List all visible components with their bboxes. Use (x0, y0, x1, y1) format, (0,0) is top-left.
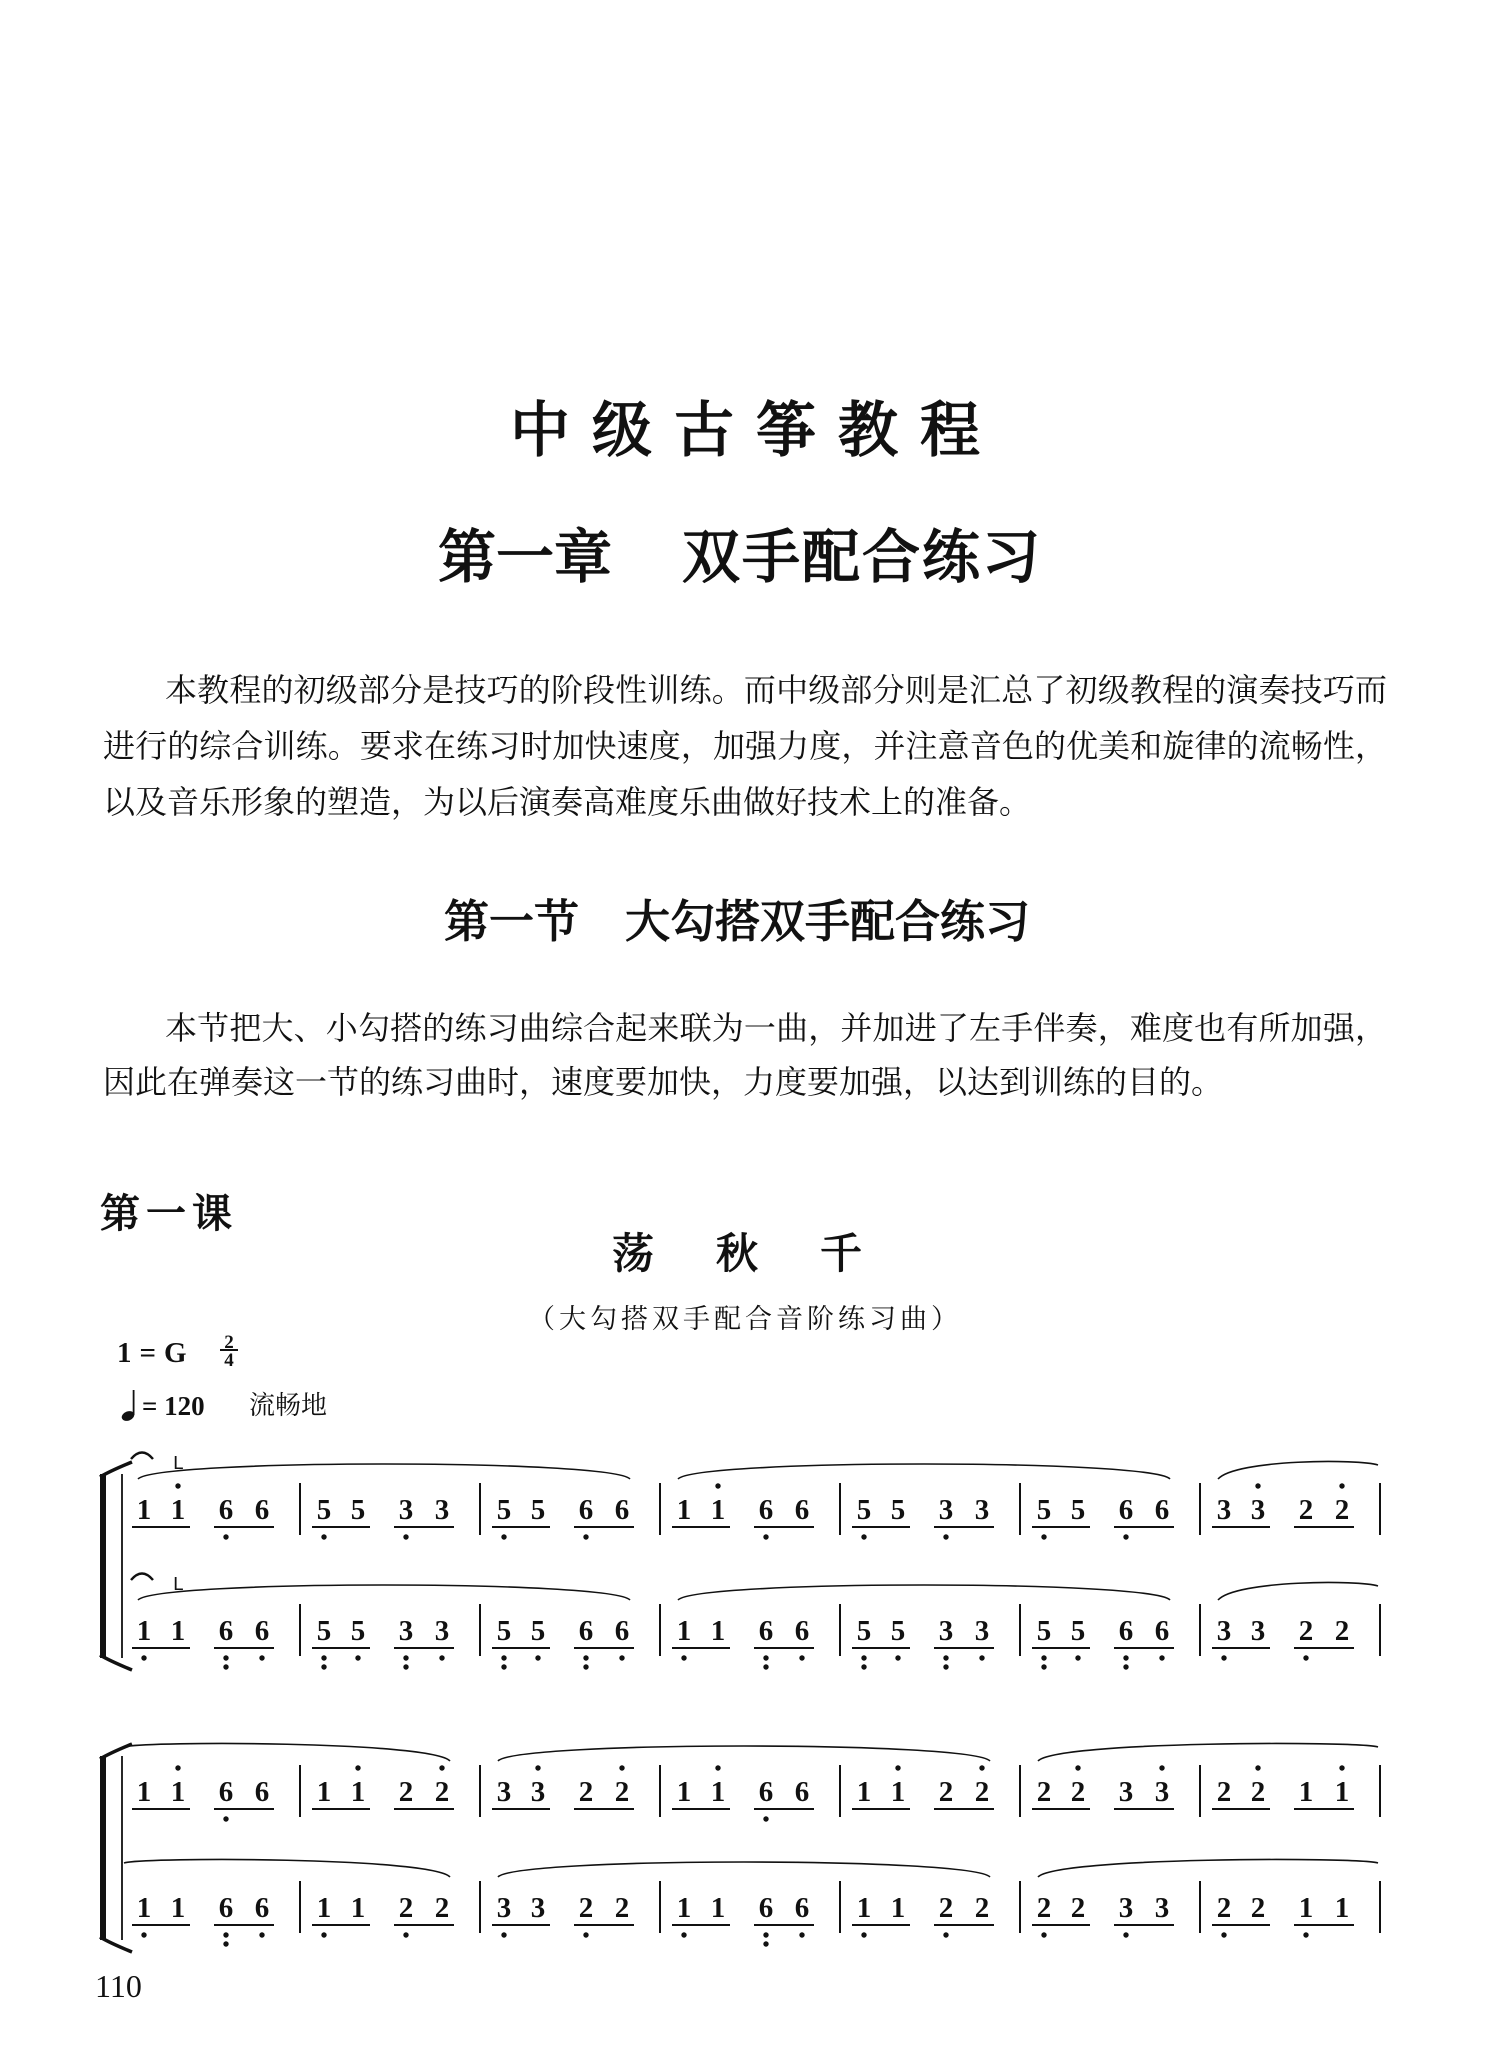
octave-dot-below (763, 1664, 768, 1669)
measure (132, 1483, 300, 1540)
octave-dot-below (501, 1664, 506, 1669)
note-digit: 1 (136, 1776, 152, 1808)
octave-dot-above (1339, 1483, 1344, 1488)
note-digit: 3 (398, 1494, 414, 1526)
bracket-thick-bar (100, 1756, 106, 1940)
octave-dot-below (583, 1932, 588, 1937)
octave-dot-below (403, 1655, 408, 1660)
measure (672, 1881, 840, 1947)
note-digit: 1 (676, 1892, 692, 1924)
octave-dot-above (439, 1765, 444, 1770)
note-digit: 3 (1250, 1615, 1266, 1647)
paragraph-line: 以及音乐形象的塑造，为以后演奏高难度乐曲做好技术上的准备。 (103, 783, 1032, 821)
slur (1218, 1583, 1378, 1600)
measure (1212, 1604, 1380, 1661)
measure (492, 1483, 660, 1540)
note-digit: 3 (434, 1494, 450, 1526)
note-digit: 1 (136, 1615, 152, 1647)
measure (132, 1881, 300, 1947)
octave-dot-below (223, 1816, 228, 1821)
note-digit: 2 (614, 1892, 630, 1924)
measure (312, 1483, 480, 1540)
note-digit: 5 (530, 1615, 546, 1647)
octave-dot-below (501, 1932, 506, 1937)
tempo-marking: 流畅地 (249, 1391, 328, 1421)
note-digit: 1 (316, 1892, 332, 1924)
octave-dot-above (1339, 1765, 1344, 1770)
piece-title: 荡秋千 (611, 1229, 924, 1278)
note-digit: 5 (856, 1615, 872, 1647)
octave-dot-below (403, 1664, 408, 1669)
note-digit: 6 (254, 1615, 270, 1647)
slur (498, 1862, 990, 1877)
note-digit: 2 (1216, 1892, 1232, 1924)
note-digit: 3 (1154, 1892, 1170, 1924)
octave-dot-below (1123, 1655, 1128, 1660)
note-digit: 5 (350, 1494, 366, 1526)
octave-dot-below (763, 1655, 768, 1660)
octave-dot-below (1123, 1664, 1128, 1669)
note-digit: 5 (1070, 1494, 1086, 1526)
slur (1038, 1860, 1378, 1877)
note-digit: 2 (398, 1892, 414, 1924)
note-digit: 2 (1036, 1776, 1052, 1808)
note-digit: 2 (974, 1892, 990, 1924)
measure (132, 1604, 300, 1670)
measure (1032, 1765, 1200, 1817)
note-digit: 5 (316, 1615, 332, 1647)
octave-dot-below (895, 1655, 900, 1660)
octave-dot-above (175, 1765, 180, 1770)
page-number: 110 (95, 1968, 142, 2004)
octave-dot-below (799, 1655, 804, 1660)
note-digit: 2 (1250, 1776, 1266, 1808)
intro-paragraph (103, 662, 1387, 830)
measure (492, 1765, 660, 1817)
slur (138, 1464, 630, 1479)
note-digit: 1 (136, 1494, 152, 1526)
note-digit: 1 (676, 1494, 692, 1526)
octave-dot-above (1075, 1765, 1080, 1770)
slur (1218, 1462, 1378, 1479)
section-label: 第一节 (443, 895, 579, 948)
note-digit: 1 (710, 1776, 726, 1808)
octave-dot-below (1159, 1655, 1164, 1660)
octave-dot-below (583, 1655, 588, 1660)
note-digit: 6 (218, 1615, 234, 1647)
note-digit: 6 (218, 1776, 234, 1808)
note-digit: 5 (1036, 1615, 1052, 1647)
note-digit: 5 (856, 1494, 872, 1526)
octave-dot-below (583, 1534, 588, 1539)
slur (124, 1744, 450, 1761)
note-digit: 1 (710, 1494, 726, 1526)
octave-dot-below (763, 1932, 768, 1937)
slur (678, 1464, 1170, 1479)
note-digit: 6 (254, 1494, 270, 1526)
octave-dot-above (1255, 1483, 1260, 1488)
note-digit: 1 (316, 1776, 332, 1808)
measure (852, 1604, 1020, 1670)
note-digit: 3 (496, 1776, 512, 1808)
measure (132, 1765, 300, 1822)
note-digit: 3 (1154, 1776, 1170, 1808)
note-digit: 6 (794, 1494, 810, 1526)
octave-dot-below (223, 1664, 228, 1669)
note-digit: 1 (710, 1615, 726, 1647)
system-bracket (100, 1462, 132, 1670)
note-digit: 6 (254, 1892, 270, 1924)
note-digit: 1 (856, 1776, 872, 1808)
octave-dot-below (259, 1655, 264, 1660)
bracket-bottom-hook (100, 1937, 132, 1952)
bracket-thick-bar (100, 1474, 106, 1658)
note-digit: 6 (578, 1615, 594, 1647)
octave-dot-below (501, 1655, 506, 1660)
octave-dot-below (1221, 1655, 1226, 1660)
tempo-value: = 120 (142, 1391, 205, 1421)
octave-dot-below (321, 1655, 326, 1660)
octave-dot-above (175, 1483, 180, 1488)
note-digit: 1 (710, 1892, 726, 1924)
section-intro-paragraph (103, 1001, 1387, 1109)
octave-dot-below (681, 1932, 686, 1937)
note-digit: 1 (170, 1615, 186, 1647)
measure (852, 1483, 1020, 1540)
note-digit: 6 (1118, 1494, 1134, 1526)
slur (1038, 1744, 1378, 1761)
octave-dot-below (223, 1655, 228, 1660)
octave-dot-above (1159, 1765, 1164, 1770)
note-digit: 2 (1334, 1615, 1350, 1647)
octave-dot-below (681, 1655, 686, 1660)
note-digit: 3 (974, 1494, 990, 1526)
octave-dot-below (259, 1932, 264, 1937)
bracket-bottom-hook (100, 1655, 132, 1670)
note-digit: 2 (434, 1892, 450, 1924)
note-digit: 1 (1334, 1776, 1350, 1808)
measure (1212, 1765, 1380, 1817)
octave-dot-below (1041, 1655, 1046, 1660)
arc-icon (131, 1574, 153, 1581)
note-digit: 2 (938, 1776, 954, 1808)
note-digit: 3 (938, 1615, 954, 1647)
note-digit: 6 (1154, 1494, 1170, 1526)
octave-dot-below (1303, 1655, 1308, 1660)
note-digit: 2 (434, 1776, 450, 1808)
measure (672, 1483, 840, 1540)
octave-dot-above (895, 1765, 900, 1770)
note-digit: 2 (1036, 1892, 1052, 1924)
note-digit: 3 (530, 1776, 546, 1808)
bracket-top-hook (100, 1462, 132, 1477)
measure (852, 1881, 1020, 1938)
note-digit: 6 (254, 1776, 270, 1808)
note-digit: 6 (1154, 1615, 1170, 1647)
measure (1032, 1604, 1200, 1670)
octave-dot-below (1041, 1932, 1046, 1937)
note-digit: 5 (1070, 1615, 1086, 1647)
paragraph-line: 本节把大、小勾搭的练习曲综合起来联为一曲，并加进了左手伴奏，难度也有所加强， (165, 1009, 1387, 1047)
note-digit: 2 (1298, 1615, 1314, 1647)
octave-dot-below (799, 1932, 804, 1937)
note-digit: 3 (974, 1615, 990, 1647)
section-title: 大勾搭双手配合练习 (625, 895, 1031, 948)
octave-dot-below (141, 1932, 146, 1937)
octave-dot-below (619, 1655, 624, 1660)
slur (678, 1585, 1170, 1600)
octave-dot-below (403, 1534, 408, 1539)
note-digit: 3 (1216, 1494, 1232, 1526)
octave-dot-below (501, 1534, 506, 1539)
upper-staff (131, 1453, 1380, 1540)
note-digit: 6 (218, 1892, 234, 1924)
octave-dot-below (1041, 1664, 1046, 1669)
paragraph-line: 本教程的初级部分是技巧的阶段性训练。而中级部分则是汇总了初级教程的演奏技巧而 (165, 671, 1387, 709)
octave-dot-below (861, 1932, 866, 1937)
note-digit: 2 (1250, 1892, 1266, 1924)
slur (498, 1746, 990, 1761)
note-digit: 5 (890, 1494, 906, 1526)
measure (852, 1765, 1020, 1817)
note-digit: 2 (938, 1892, 954, 1924)
score (0, 1440, 1500, 1960)
note-digit: 2 (398, 1776, 414, 1808)
system-bracket (100, 1744, 132, 1952)
octave-dot-below (1221, 1932, 1226, 1937)
note-digit: 6 (794, 1776, 810, 1808)
chapter-heading (0, 523, 1480, 591)
measure (492, 1881, 660, 1938)
octave-dot-below (1123, 1534, 1128, 1539)
note-digit: 2 (578, 1776, 594, 1808)
note-digit: 1 (350, 1892, 366, 1924)
octave-dot-below (223, 1941, 228, 1946)
note-digit: 1 (350, 1776, 366, 1808)
octave-dot-below (223, 1932, 228, 1937)
note-digit: 5 (496, 1615, 512, 1647)
octave-dot-below (861, 1655, 866, 1660)
score-system (100, 1453, 1380, 1671)
octave-dot-below (223, 1534, 228, 1539)
note-digit: 3 (398, 1615, 414, 1647)
note-digit: 5 (350, 1615, 366, 1647)
octave-dot-above (355, 1765, 360, 1770)
note-digit: 3 (1118, 1776, 1134, 1808)
note-digit: 1 (170, 1892, 186, 1924)
lesson-label: 第一课 (100, 1190, 238, 1237)
note-digit: 2 (974, 1776, 990, 1808)
upper-staff (124, 1744, 1380, 1822)
note-digit: 1 (890, 1892, 906, 1924)
octave-dot-below (1303, 1932, 1308, 1937)
note-digit: 1 (676, 1615, 692, 1647)
measure (312, 1881, 480, 1938)
technique-hook-mark: L (172, 1574, 184, 1595)
chapter-label: 第一章 (437, 523, 612, 591)
measure (672, 1604, 840, 1670)
score-system (100, 1744, 1380, 1952)
measure (492, 1604, 660, 1670)
octave-dot-below (763, 1941, 768, 1946)
octave-dot-above (715, 1483, 720, 1488)
octave-dot-below (583, 1664, 588, 1669)
octave-dot-above (535, 1765, 540, 1770)
time-signature-bottom: 4 (224, 1350, 234, 1371)
note-digit: 6 (218, 1494, 234, 1526)
octave-dot-below (355, 1655, 360, 1660)
measure (1212, 1483, 1380, 1535)
note-digit: 1 (676, 1776, 692, 1808)
note-digit: 1 (1298, 1892, 1314, 1924)
measure (672, 1765, 840, 1822)
note-digit: 2 (1334, 1494, 1350, 1526)
octave-dot-below (321, 1932, 326, 1937)
note-digit: 2 (578, 1892, 594, 1924)
note-digit: 6 (758, 1892, 774, 1924)
measure (1212, 1881, 1380, 1938)
note-digit: 6 (794, 1892, 810, 1924)
note-digit: 3 (434, 1615, 450, 1647)
octave-dot-below (321, 1664, 326, 1669)
slur (124, 1860, 450, 1877)
lower-staff (131, 1574, 1380, 1670)
note-digit: 6 (758, 1776, 774, 1808)
octave-dot-below (1123, 1932, 1128, 1937)
octave-dot-below (763, 1534, 768, 1539)
note-digit: 6 (794, 1615, 810, 1647)
octave-dot-above (715, 1765, 720, 1770)
octave-dot-below (1075, 1655, 1080, 1660)
measure (1032, 1881, 1200, 1938)
note-digit: 2 (1070, 1776, 1086, 1808)
note-digit: 1 (136, 1892, 152, 1924)
octave-dot-above (619, 1765, 624, 1770)
octave-dot-below (321, 1534, 326, 1539)
note-digit: 2 (1298, 1494, 1314, 1526)
note-digit: 6 (578, 1494, 594, 1526)
note-digit: 6 (614, 1615, 630, 1647)
key-signature: 1=G (117, 1337, 195, 1369)
piece-subtitle: （大勾搭双手配合音阶练习曲） (528, 1304, 962, 1335)
note-digit: 2 (614, 1776, 630, 1808)
note-digit: 1 (1334, 1892, 1350, 1924)
note-digit: 1 (890, 1776, 906, 1808)
note-digit: 2 (1070, 1892, 1086, 1924)
octave-dot-below (943, 1664, 948, 1669)
octave-dot-below (979, 1655, 984, 1660)
note-digit: 5 (316, 1494, 332, 1526)
note-digit: 5 (496, 1494, 512, 1526)
measure (1032, 1483, 1200, 1540)
paragraph-line: 进行的综合训练。要求在练习时加快速度，加强力度，并注意音色的优美和旋律的流畅性， (103, 727, 1387, 765)
quarter-note-icon (121, 1388, 139, 1422)
octave-dot-below (861, 1664, 866, 1669)
octave-dot-below (943, 1932, 948, 1937)
chapter-title: 双手配合练习 (682, 523, 1043, 591)
note-digit: 1 (856, 1892, 872, 1924)
note-digit: 1 (170, 1494, 186, 1526)
octave-dot-above (979, 1765, 984, 1770)
note-digit: 6 (758, 1615, 774, 1647)
section-heading (0, 895, 1474, 948)
measure (312, 1604, 480, 1670)
measure (312, 1765, 480, 1817)
note-digit: 3 (496, 1892, 512, 1924)
note-digit: 5 (530, 1494, 546, 1526)
octave-dot-below (1041, 1534, 1046, 1539)
octave-dot-below (943, 1655, 948, 1660)
note-digit: 6 (614, 1494, 630, 1526)
note-digit: 1 (1298, 1776, 1314, 1808)
time-signature-top: 2 (220, 1334, 238, 1351)
octave-dot-below (943, 1534, 948, 1539)
slur (138, 1585, 630, 1600)
note-digit: 3 (1118, 1892, 1134, 1924)
note-digit: 6 (1118, 1615, 1134, 1647)
note-digit: 3 (1216, 1615, 1232, 1647)
paragraph-line: 因此在弹奏这一节的练习曲时，速度要加快，力度要加强，以达到训练的目的。 (103, 1063, 1224, 1101)
note-digit: 2 (1216, 1776, 1232, 1808)
octave-dot-below (403, 1932, 408, 1937)
note-digit: 1 (170, 1776, 186, 1808)
octave-dot-above (1255, 1765, 1260, 1770)
arc-icon (131, 1453, 153, 1460)
note-digit: 3 (530, 1892, 546, 1924)
time-signature (220, 1332, 238, 1371)
book-title: 中级古筝教程 (510, 396, 1002, 466)
note-digit: 5 (1036, 1494, 1052, 1526)
note-digit: 3 (938, 1494, 954, 1526)
octave-dot-below (535, 1655, 540, 1660)
octave-dot-below (439, 1655, 444, 1660)
technique-hook-mark: L (172, 1453, 184, 1474)
octave-dot-below (861, 1534, 866, 1539)
note-digit: 5 (890, 1615, 906, 1647)
lower-staff (124, 1860, 1380, 1947)
note-digit: 3 (1250, 1494, 1266, 1526)
octave-dot-below (763, 1816, 768, 1821)
note-digit: 6 (758, 1494, 774, 1526)
octave-dot-below (141, 1655, 146, 1660)
